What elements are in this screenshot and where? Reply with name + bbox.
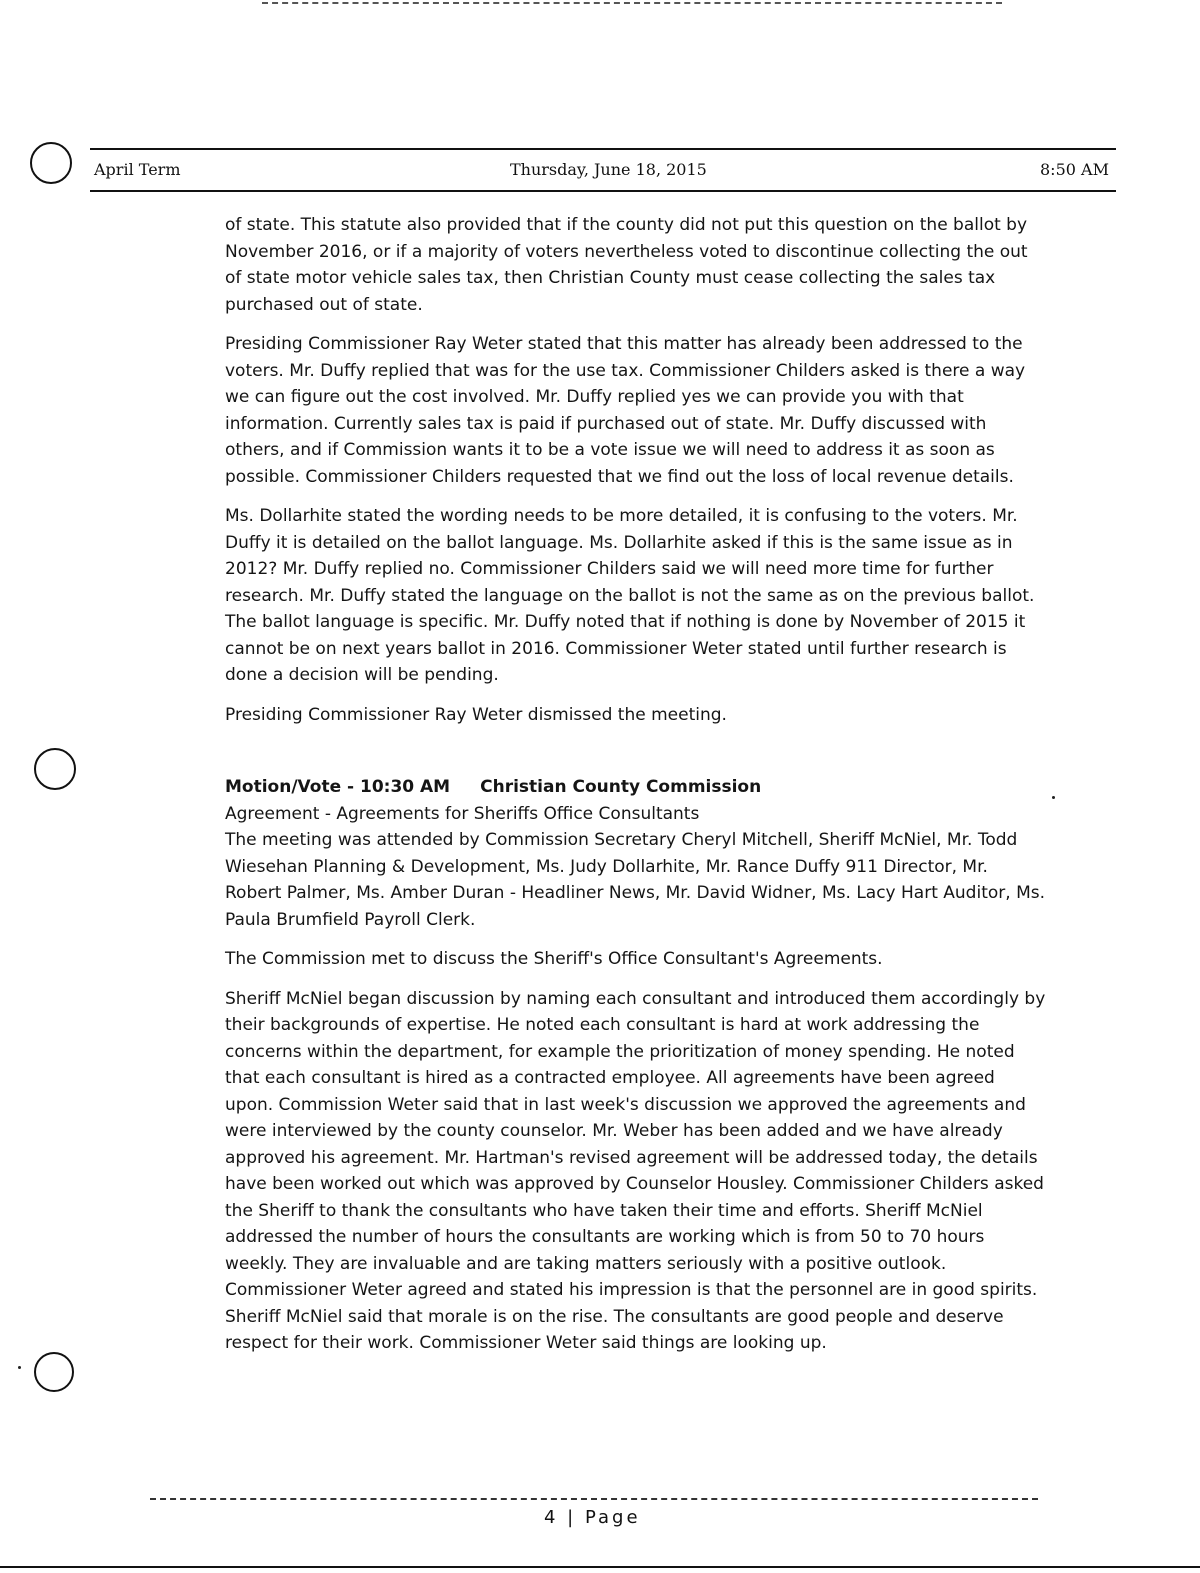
paragraph: Sheriff McNiel began discussion by naming each consultant and introduced them accordingly by their backgrounds of expertise. He noted each consultant is hard at work addressing the concerns within the department, for example the prioritization of money spending. He noted that each consultant is hired as a contracted employee. All agreements have been agreed upon. Commission Weter said that in last week's discussion we approved the agreements and were interviewed by the county counselor. Mr. Weber has been added and we have already approved his agreement. Mr. Hartman's revised agreement will be addressed today, the details have been worked out which was approved by Counselor Housley. Commissioner Childers asked the Sheriff to thank the consultants who have taken their time and efforts. Sheriff McNiel addressed the number of hours the consultants are working which is from 50 to 70 hours weekly. They are invaluable and are taking matters seriously with a positive outlook. Commissioner Weter agreed and stated his impression is that the personnel are in good spirits. Sheriff McNiel said that morale is on the rise. The consultants are good people and deserve respect for their work. Commissioner Weter said things are looking up. bbox=[225, 988, 1046, 1353]
header-rule bbox=[90, 148, 1116, 150]
header-term: April Term bbox=[94, 160, 181, 179]
header-date: Thursday, June 18, 2015 bbox=[510, 160, 707, 179]
page-number: 4 | Page bbox=[544, 1507, 641, 1528]
scan-speck bbox=[1052, 796, 1055, 799]
scan-speck bbox=[18, 1366, 21, 1369]
paragraph: The Commission met to discuss the Sheriff's Office Consultant's Agreements. bbox=[225, 949, 883, 969]
punch-hole bbox=[34, 748, 76, 790]
footer-rule bbox=[150, 1498, 1038, 1500]
paragraph: Presiding Commissioner Ray Weter dismissed the meeting. bbox=[225, 704, 727, 725]
motion-section bbox=[225, 774, 1047, 933]
paragraph: of state. This statute also provided that if the county did not put this question on the ballot by November 2016, or if a majority of voters nevertheless voted to discontinue collecting the out of state motor vehicle sales tax, then Christian County must cease collecting the sales tax purchased out of state. bbox=[225, 215, 1028, 315]
paragraph: Presiding Commissioner Ray Weter stated that this matter has already been addressed to the voters. Mr. Duffy replied that was for the use tax. Commissioner Childers asked is there a way we can figure out the cost involved. Mr. Duffy replied yes we can provide you with that information. Currently sales tax is paid if purchased out of state. Mr. Duffy discussed with others, and if Commission wants it to be a vote issue we will need to address it as soon as possible. Commissioner Childers requested that we find out the loss of local revenue details. bbox=[225, 334, 1026, 487]
scan-bottom-edge bbox=[0, 1566, 1200, 1568]
agreement-line: Agreement - Agreements for Sheriffs Office Consultants bbox=[225, 803, 700, 824]
scan-top-edge bbox=[262, 2, 1002, 4]
paragraph: Ms. Dollarhite stated the wording needs to be more detailed, it is confusing to the voters. Mr. Duffy it is detailed on the ballot language. Ms. Dollarhite asked if this is the same issue as in 2012? Mr. Duffy replied no. Commissioner Childers said we will need more time for further research. Mr. Duffy stated the language on the ballot is not the same as on the previous ballot. The ballot language is specific. Mr. Duffy noted that if nothing is done by November of 2015 it cannot be on next years ballot in 2016. Commissioner Weter stated until further research is done a decision will be pending. bbox=[225, 506, 1035, 685]
minutes-body bbox=[225, 212, 1047, 1370]
header-time: 8:50 AM bbox=[1040, 160, 1109, 179]
motion-body-name: Christian County Commission bbox=[480, 777, 762, 797]
header-rule bbox=[90, 190, 1116, 192]
attendance-paragraph: The meeting was attended by Commission Secretary Cheryl Mitchell, Sheriff McNiel, Mr. Todd Wiesehan Planning & Development, Ms. Judy Dollarhite, Mr. Rance Duffy 911 Director, Mr. Robert Palmer, Ms. Amber Duran - Headliner News, Mr. David Widner, Ms. Lacy Hart Auditor, Ms. Paula Brumfield Payroll Clerk. bbox=[225, 830, 1045, 930]
motion-label: Motion/Vote - 10:30 AM bbox=[225, 777, 451, 797]
punch-hole bbox=[30, 142, 72, 184]
motion-heading bbox=[225, 774, 1047, 801]
punch-hole bbox=[34, 1352, 74, 1392]
